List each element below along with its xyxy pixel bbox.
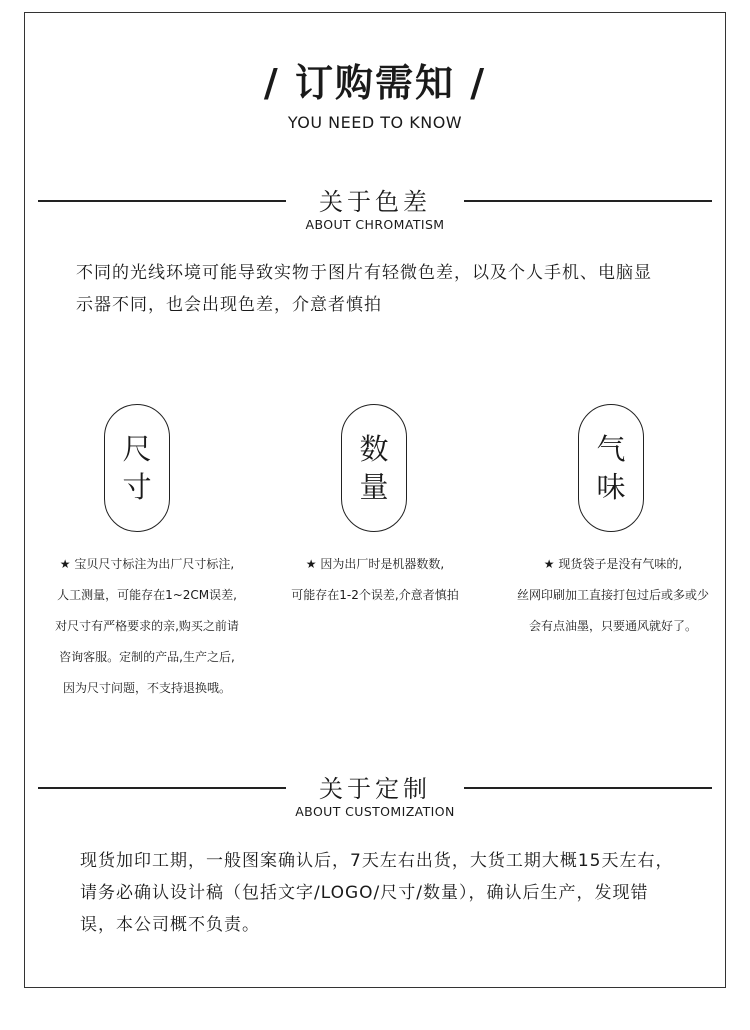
quantity-note-line: 可能存在1-2个误差,介意者慎拍	[291, 588, 459, 602]
customization-paragraph	[80, 845, 673, 941]
size-label: 尺寸	[122, 432, 152, 504]
size-note-line: 咨询客服。定制的产品,生产之后,	[59, 650, 235, 664]
size-note-line: ★ 宝贝尺寸标注为出厂尺寸标注,	[59, 557, 235, 571]
size-note-line: 对尺寸有严格要求的亲,购买之前请	[55, 619, 239, 633]
odor-note-line: ★ 现货袋子是没有气味的,	[543, 557, 683, 571]
odor-note-line: 丝网印刷加工直接打包过后或多或少	[516, 588, 709, 602]
chromatism-line: 示器不同，也会出现色差，介意者慎拍	[76, 295, 382, 315]
customization-subheading: ABOUT CUSTOMIZATION	[295, 804, 455, 819]
chromatism-paragraph	[76, 257, 652, 321]
page-subtitle: YOU NEED TO KNOW	[287, 113, 463, 132]
customization-line: 请务必确认设计稿（包括文字/LOGO/尺寸/数量），确认后生产，发现错	[80, 883, 649, 903]
customization-line: 误，本公司概不负责。	[80, 915, 260, 935]
odor-pill	[578, 404, 644, 532]
size-notes	[22, 549, 272, 704]
chromatism-heading: 关于色差	[319, 188, 431, 216]
size-pill	[104, 404, 170, 532]
customization-line: 现货加印工期，一般图案确认后，7天左右出货，大货工期大概15天左右，	[80, 851, 674, 871]
odor-notes	[496, 549, 730, 642]
chromatism-line: 不同的光线环境可能导致实物于图片有轻微色差，以及个人手机、电脑显	[76, 263, 652, 283]
customization-heading: 关于定制	[319, 775, 431, 803]
quantity-label: 数量	[359, 432, 389, 504]
quantity-note-line: ★ 因为出厂时是机器数数,	[305, 557, 445, 571]
size-note-line: 人工测量，可能存在1~2CM误差,	[57, 588, 237, 602]
quantity-notes	[258, 549, 492, 611]
chromatism-subheading: ABOUT CHROMATISM	[305, 217, 445, 232]
odor-label: 气味	[596, 432, 626, 504]
quantity-pill	[341, 404, 407, 532]
page-title: / 订购需知 /	[263, 61, 487, 105]
odor-note-line: 会有点油墨，只要通风就好了。	[528, 619, 697, 633]
size-note-line: 因为尺寸问题，不支持退换哦。	[62, 681, 231, 695]
